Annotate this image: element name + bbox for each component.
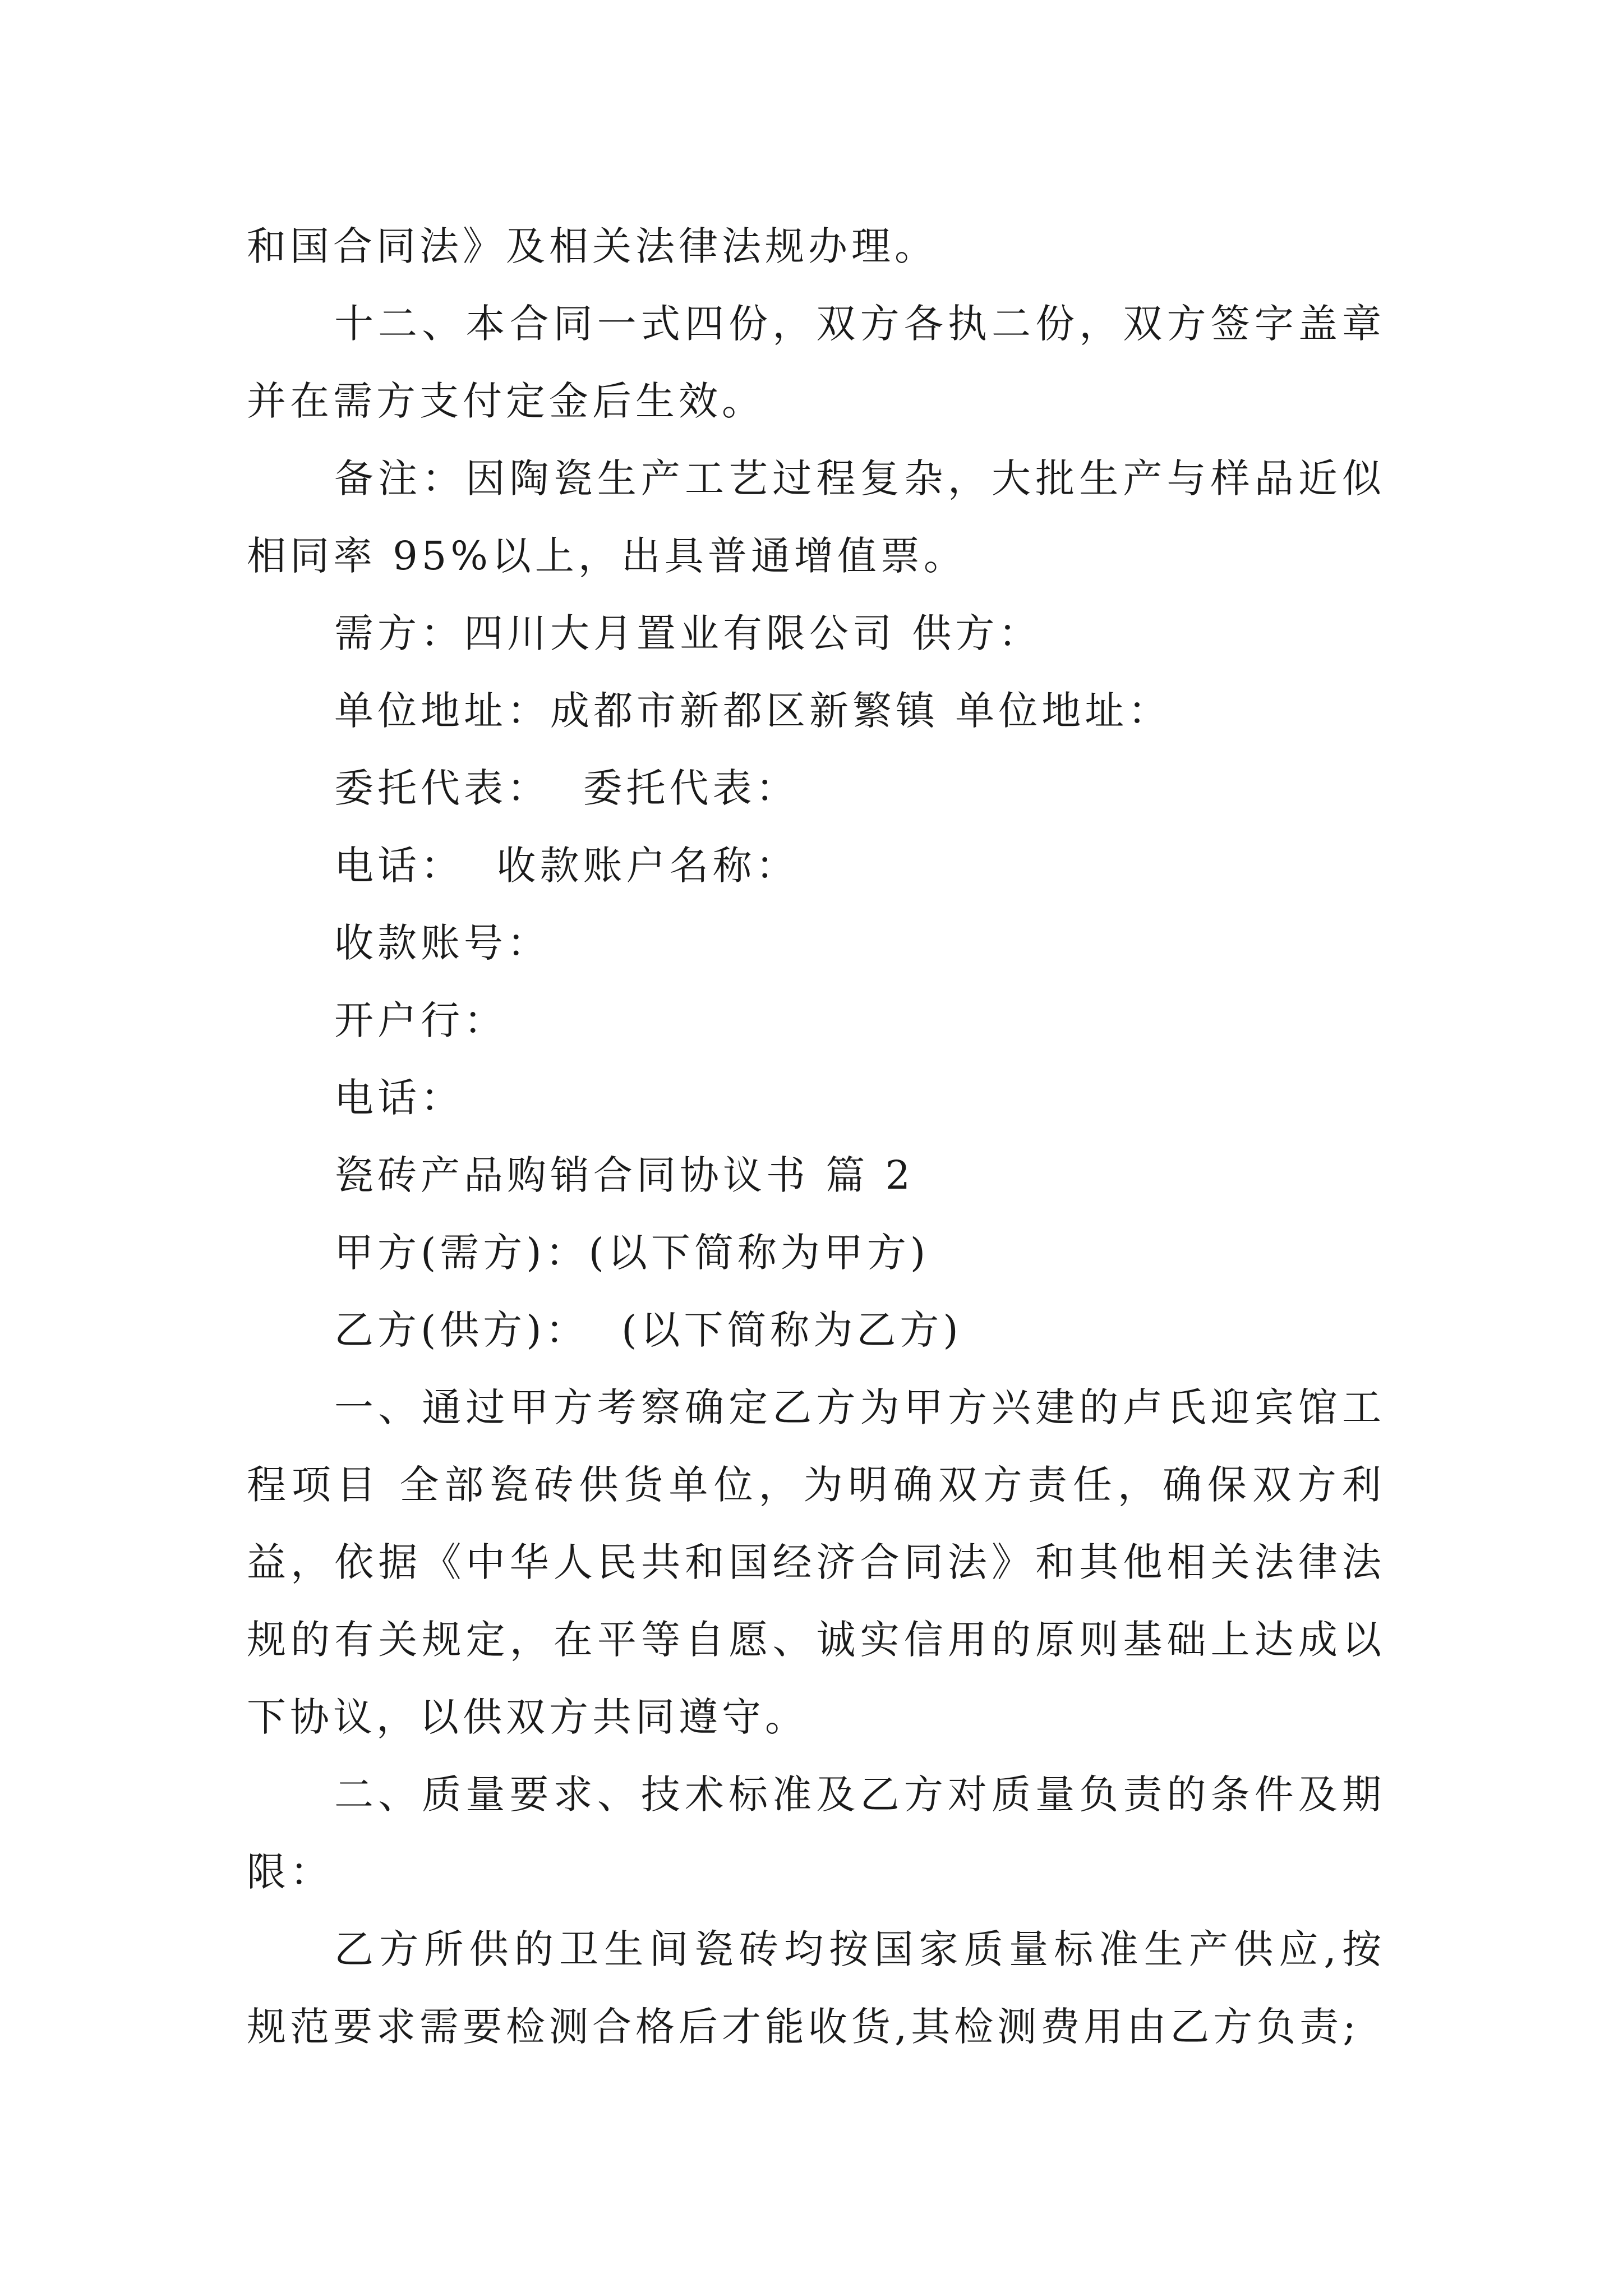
paragraph-phone-account-name: 电话： 收款账户名称： xyxy=(334,843,799,889)
paragraph-phone: 电话： xyxy=(334,1075,464,1121)
paragraph-quality-terms: 乙方所供的卫生间瓷砖均按国家质量标准生产供应,按规范要求需要检测合格后才能收货,其检测费用由乙方负责; xyxy=(247,1926,1385,2050)
paragraph-party-b: 乙方(供方)： (以下简称为乙方) xyxy=(334,1307,962,1353)
paragraph-clause-one: 一、通过甲方考察确定乙方为甲方兴建的卢氏迎宾馆工程项目 全部瓷砖供货单位，为明确双方责任，确保双方利益，依据《中华人民共和国经济合同法》和其他相关法律法规的有关规定，在平等自愿、诚实信用的原则基础上达成以下协议，以供双方共同遵守。 xyxy=(247,1384,1385,1740)
paragraph-parties: 需方：四川大月置业有限公司 供方： xyxy=(334,610,1042,656)
document-body xyxy=(247,208,1385,2065)
paragraph-clause-two: 二、质量要求、技术标准及乙方对质量负责的条件及期限： xyxy=(247,1772,1385,1895)
paragraph-remark: 备注：因陶瓷生产工艺过程复杂，大批生产与样品近似相同率 95%以上，出具普通增值票。 xyxy=(247,455,1385,579)
paragraph-bank: 开户行： xyxy=(334,997,507,1043)
paragraph-law-reference: 和国合同法》及相关法律法规办理。 xyxy=(247,223,938,269)
paragraph-account-number: 收款账号： xyxy=(334,920,550,966)
paragraph-address: 单位地址：成都市新都区新繁镇 单位地址： xyxy=(334,688,1172,734)
paragraph-clause-twelve: 十二、本合同一式四份，双方各执二份，双方签字盖章并在需方支付定金后生效。 xyxy=(247,301,1385,424)
paragraph-party-a: 甲方(需方)：(以下简称为甲方) xyxy=(334,1230,930,1276)
section-title: 瓷砖产品购销合同协议书 篇 2 xyxy=(334,1152,915,1198)
paragraph-representative: 委托代表： 委托代表： xyxy=(334,765,799,811)
